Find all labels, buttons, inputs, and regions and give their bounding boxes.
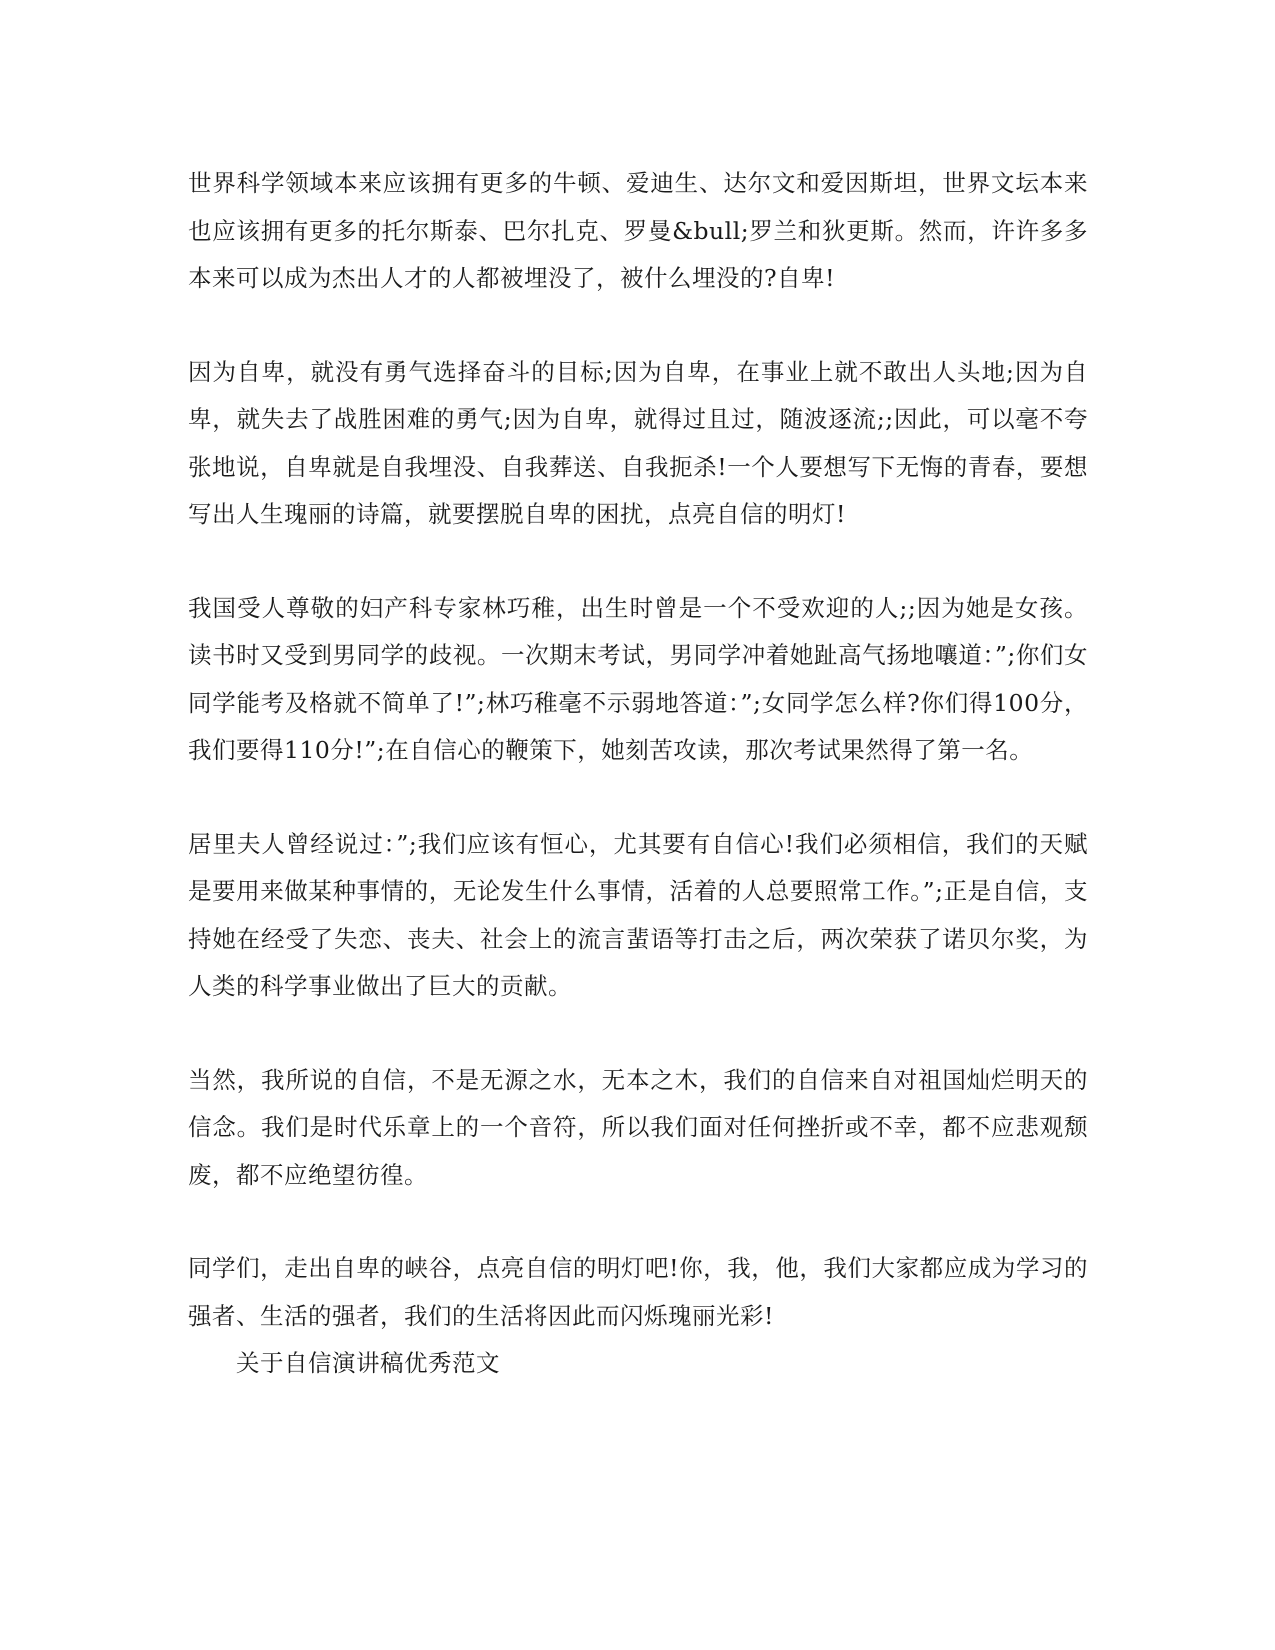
paragraph-5: 当然，我所说的自信，不是无源之水，无本之木，我们的自信来自对祖国灿烂明天的信念。我们是时代乐章上的一个音符，所以我们面对任何挫折或不幸，都不应悲观颓废，都不应绝望彷徨。	[188, 1065, 1088, 1189]
paragraph-4: 居里夫人曾经说过：”;我们应该有恒心，尤其要有自信心!我们必须相信，我们的天赋是要用来做某种事情的，无论发生什么事情，活着的人总要照常工作。”;正是自信，支持她在经受了失恋、丧夫、社会上的流言蜚语等打击之后，两次荣获了诺贝尔奖，为人类的科学事业做出了巨大的贡献。	[188, 829, 1088, 1000]
footer-title: 关于自信演讲稿优秀范文	[236, 1349, 500, 1377]
paragraph-6: 同学们，走出自卑的峡谷，点亮自信的明灯吧!你，我，他，我们大家都应成为学习的强者、生活的强者，我们的生活将因此而闪烁瑰丽光彩!	[188, 1254, 1088, 1330]
paragraph-2: 因为自卑，就没有勇气选择奋斗的目标;因为自卑，在事业上就不敢出人头地;因为自卑，就失去了战胜困难的勇气;因为自卑，就得过且过，随波逐流;;因此，可以毫不夸张地说，自卑就是自我埋没、自我葬送、自我扼杀!一个人要想写下无悔的青春，要想写出人生瑰丽的诗篇，就要摆脱自卑的困扰，点亮自信的明灯!	[188, 357, 1088, 528]
paragraph-3: 我国受人尊敬的妇产科专家林巧稚，出生时曾是一个不受欢迎的人;;因为她是女孩。读书时又受到男同学的歧视。一次期末考试，男同学冲着她趾高气扬地嚷道：”;你们女同学能考及格就不简单了!”;林巧稚毫不示弱地答道：”;女同学怎么样?你们得100分，我们要得110分!”;在自信心的鞭策下，她刻苦攻读，那次考试果然得了第一名。	[188, 593, 1088, 764]
paragraph-1: 世界科学领域本来应该拥有更多的牛顿、爱迪生、达尔文和爱因斯坦，世界文坛本来也应该拥有更多的托尔斯泰、巴尔扎克、罗曼&bull;罗兰和狄更斯。然而，许许多多本来可以成为杰出人才的人都被埋没了，被什么埋没的?自卑!	[188, 169, 1088, 292]
document-body	[188, 160, 1088, 1388]
